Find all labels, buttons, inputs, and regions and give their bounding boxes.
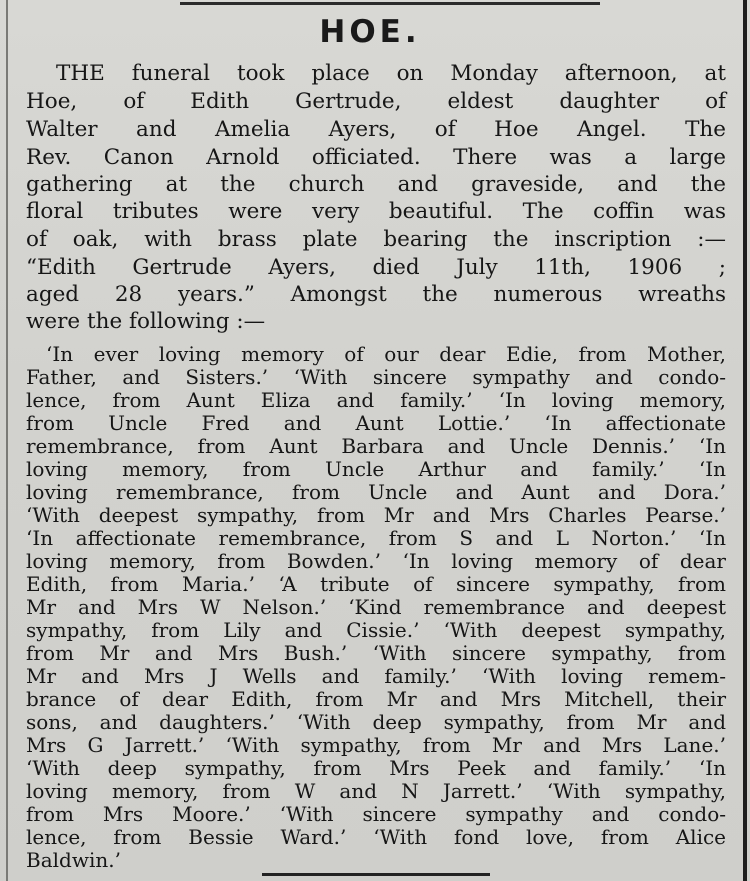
text-line: Edith, from Maria.’ ‘A tribute of sincere sympathy, from [26,572,726,596]
text-line: loving memory, from Uncle Arthur and family.’ ‘In [26,457,726,481]
text-line: from Mr and Mrs Bush.’ ‘With sincere sympathy, from [26,641,726,665]
text-line: aged 28 years.” Amongst the numerous wreaths [26,282,726,307]
text-line: remembrance, from Aunt Barbara and Uncle Dennis.’ ‘In [26,434,726,458]
text-line: sons, and daughters.’ ‘With deep sympathy, from Mr and [26,710,726,734]
text-line: Mr and Mrs J Wells and family.’ ‘With loving remem- [26,664,726,688]
text-line: Rev. Canon Arnold officiated. There was a large [26,145,726,170]
text-line: loving memory, from W and N Jarrett.’ ‘With sympathy, [26,779,726,803]
text-line: floral tributes were very beautiful. The coffin was [26,199,726,224]
text-line: “Edith Gertrude Ayers, died July 11th, 1906 ; [26,255,726,280]
text-line: lence, from Bessie Ward.’ ‘With fond love, from Alice [26,825,726,849]
text-line: ‘In ever loving memory of our dear Edie, from Mother, [46,342,726,366]
left-column-rule [6,0,8,881]
text-line: lence, from Aunt Eliza and family.’ ‘In loving memory, [26,388,726,412]
text-line: Walter and Amelia Ayers, of Hoe Angel. The [26,117,726,142]
text-line: loving memory, from Bowden.’ ‘In loving memory of dear [26,549,726,573]
text-line: THE funeral took place on Monday afternoon, at [56,61,726,86]
text-line: sympathy, from Lily and Cissie.’ ‘With deepest sympathy, [26,618,726,642]
text-line: loving remembrance, from Uncle and Aunt and Dora.’ [26,480,726,504]
text-line: were the following :— [26,309,266,334]
right-column-rule [743,0,747,881]
text-line: ‘In affectionate remembrance, from S and L Norton.’ ‘In [26,526,726,550]
text-line: ‘With deepest sympathy, from Mr and Mrs Charles Pearse.’ [26,503,726,527]
text-line: Mrs G Jarrett.’ ‘With sympathy, from Mr and Mrs Lane.’ [26,733,726,757]
text-line: Hoe, of Edith Gertrude, eldest daughter of [26,89,726,114]
text-line: Baldwin.’ [26,848,121,872]
text-line: of oak, with brass plate bearing the inscription :— [26,227,726,252]
bottom-rule [262,873,490,876]
text-line: ‘With deep sympathy, from Mrs Peek and family.’ ‘In [26,756,726,780]
text-line: from Uncle Fred and Aunt Lottie.’ ‘In affectionate [26,411,726,435]
text-line: gathering at the church and graveside, and the [26,172,726,197]
top-rule [180,2,600,5]
text-line: from Mrs Moore.’ ‘With sincere sympathy and condo- [26,802,726,826]
text-line: brance of dear Edith, from Mr and Mrs Mitchell, their [26,687,726,711]
headline: HOE. [319,14,421,50]
text-line: Father, and Sisters.’ ‘With sincere sympathy and condo- [26,365,726,389]
text-line: Mr and Mrs W Nelson.’ ‘Kind remembrance and deepest [26,595,726,619]
